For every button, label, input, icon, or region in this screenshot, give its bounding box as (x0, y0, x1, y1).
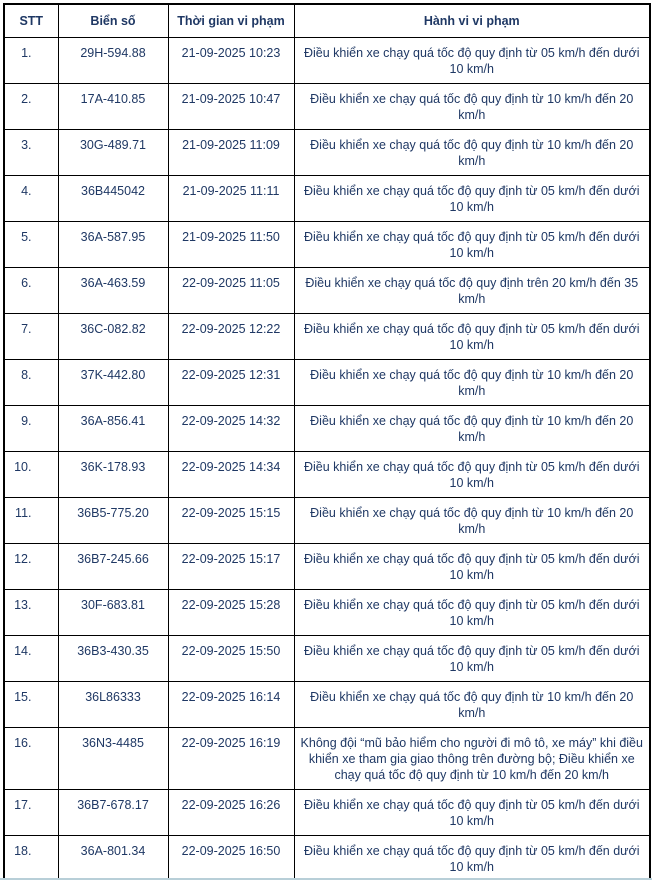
table-row (4, 130, 650, 176)
column-header-time: Thời gian vi phạm (168, 4, 294, 38)
stt-cell: 16. (4, 728, 58, 790)
table-row (4, 590, 650, 636)
plate-cell: 36K-178.93 (58, 452, 168, 498)
stt-cell: 15. (4, 682, 58, 728)
violation-cell: Điều khiển xe chạy quá tốc độ quy định từ 10 km/h đến 20 km/h (294, 360, 650, 406)
stt-cell: 14. (4, 636, 58, 682)
table-row (4, 544, 650, 590)
violation-cell: Điều khiển xe chạy quá tốc độ quy định từ 05 km/h đến dưới 10 km/h (294, 176, 650, 222)
time-cell: 22-09-2025 14:34 (168, 452, 294, 498)
violation-cell: Không đội “mũ bảo hiểm cho người đi mô tô, xe máy” khi điều khiển xe tham gia giao thông trên đường bộ; Điều khiển xe chạy quá tốc độ quy định từ 10 km/h đến 20 km/h (294, 728, 650, 790)
violation-table (3, 3, 651, 880)
table-row (4, 498, 650, 544)
violation-cell: Điều khiển xe chạy quá tốc độ quy định từ 05 km/h đến dưới 10 km/h (294, 590, 650, 636)
table-row (4, 314, 650, 360)
violation-cell: Điều khiển xe chạy quá tốc độ quy định từ 05 km/h đến dưới 10 km/h (294, 790, 650, 836)
plate-cell: 36N3-4485 (58, 728, 168, 790)
column-header-violation: Hành vi vi phạm (294, 4, 650, 38)
time-cell: 21-09-2025 11:09 (168, 130, 294, 176)
plate-cell: 30F-683.81 (58, 590, 168, 636)
violation-cell: Điều khiển xe chạy quá tốc độ quy định từ 05 km/h đến dưới 10 km/h (294, 636, 650, 682)
table-row (4, 38, 650, 84)
stt-cell: 18. (4, 836, 58, 880)
stt-cell: 4. (4, 176, 58, 222)
plate-cell: 36A-463.59 (58, 268, 168, 314)
column-header-stt: STT (4, 4, 58, 38)
plate-cell: 36B7-245.66 (58, 544, 168, 590)
plate-cell: 36A-856.41 (58, 406, 168, 452)
violation-cell: Điều khiển xe chạy quá tốc độ quy định từ 05 km/h đến dưới 10 km/h (294, 544, 650, 590)
violation-cell: Điều khiển xe chạy quá tốc độ quy định từ 10 km/h đến 20 km/h (294, 406, 650, 452)
plate-cell: 36B445042 (58, 176, 168, 222)
stt-cell: 13. (4, 590, 58, 636)
time-cell: 22-09-2025 12:22 (168, 314, 294, 360)
stt-cell: 7. (4, 314, 58, 360)
stt-cell: 1. (4, 38, 58, 84)
stt-cell: 5. (4, 222, 58, 268)
page (0, 3, 652, 880)
time-cell: 22-09-2025 15:15 (168, 498, 294, 544)
violation-cell: Điều khiển xe chạy quá tốc độ quy định từ 05 km/h đến dưới 10 km/h (294, 222, 650, 268)
violation-cell: Điều khiển xe chạy quá tốc độ quy định từ 05 km/h đến dưới 10 km/h (294, 314, 650, 360)
plate-cell: 36B3-430.35 (58, 636, 168, 682)
header-row (4, 4, 650, 38)
plate-cell: 36B5-775.20 (58, 498, 168, 544)
plate-cell: 36C-082.82 (58, 314, 168, 360)
plate-cell: 17A-410.85 (58, 84, 168, 130)
column-header-plate: Biển số (58, 4, 168, 38)
stt-cell: 6. (4, 268, 58, 314)
time-cell: 22-09-2025 16:26 (168, 790, 294, 836)
violation-cell: Điều khiển xe chạy quá tốc độ quy định từ 10 km/h đến 20 km/h (294, 682, 650, 728)
table-row (4, 728, 650, 790)
violation-cell: Điều khiển xe chạy quá tốc độ quy định từ 10 km/h đến 20 km/h (294, 84, 650, 130)
plate-cell: 36L86333 (58, 682, 168, 728)
time-cell: 22-09-2025 15:50 (168, 636, 294, 682)
table-row (4, 222, 650, 268)
stt-cell: 17. (4, 790, 58, 836)
plate-cell: 29H-594.88 (58, 38, 168, 84)
stt-cell: 12. (4, 544, 58, 590)
plate-cell: 37K-442.80 (58, 360, 168, 406)
time-cell: 22-09-2025 15:28 (168, 590, 294, 636)
time-cell: 21-09-2025 10:47 (168, 84, 294, 130)
violation-cell: Điều khiển xe chạy quá tốc độ quy định từ 05 km/h đến dưới 10 km/h (294, 836, 650, 880)
time-cell: 22-09-2025 11:05 (168, 268, 294, 314)
violation-cell: Điều khiển xe chạy quá tốc độ quy định từ 05 km/h đến dưới 10 km/h (294, 38, 650, 84)
violation-cell: Điều khiển xe chạy quá tốc độ quy định từ 10 km/h đến 20 km/h (294, 130, 650, 176)
violation-cell: Điều khiển xe chạy quá tốc độ quy định từ 10 km/h đến 20 km/h (294, 498, 650, 544)
time-cell: 22-09-2025 16:19 (168, 728, 294, 790)
stt-cell: 2. (4, 84, 58, 130)
time-cell: 22-09-2025 12:31 (168, 360, 294, 406)
table-row (4, 268, 650, 314)
plate-cell: 36A-587.95 (58, 222, 168, 268)
time-cell: 21-09-2025 11:50 (168, 222, 294, 268)
time-cell: 22-09-2025 16:14 (168, 682, 294, 728)
table-row (4, 84, 650, 130)
stt-cell: 9. (4, 406, 58, 452)
table-row (4, 360, 650, 406)
time-cell: 21-09-2025 10:23 (168, 38, 294, 84)
table-row (4, 790, 650, 836)
table-header (4, 4, 650, 38)
table-row (4, 682, 650, 728)
time-cell: 22-09-2025 15:17 (168, 544, 294, 590)
stt-cell: 10. (4, 452, 58, 498)
time-cell: 22-09-2025 16:50 (168, 836, 294, 880)
table-body (4, 38, 650, 880)
plate-cell: 36A-801.34 (58, 836, 168, 880)
table-row (4, 176, 650, 222)
time-cell: 22-09-2025 14:32 (168, 406, 294, 452)
violation-cell: Điều khiển xe chạy quá tốc độ quy định trên 20 km/h đến 35 km/h (294, 268, 650, 314)
time-cell: 21-09-2025 11:11 (168, 176, 294, 222)
stt-cell: 8. (4, 360, 58, 406)
violation-cell: Điều khiển xe chạy quá tốc độ quy định từ 05 km/h đến dưới 10 km/h (294, 452, 650, 498)
table-row (4, 452, 650, 498)
table-row (4, 406, 650, 452)
stt-cell: 3. (4, 130, 58, 176)
table-row (4, 836, 650, 880)
plate-cell: 36B7-678.17 (58, 790, 168, 836)
table-row (4, 636, 650, 682)
plate-cell: 30G-489.71 (58, 130, 168, 176)
stt-cell: 11. (4, 498, 58, 544)
